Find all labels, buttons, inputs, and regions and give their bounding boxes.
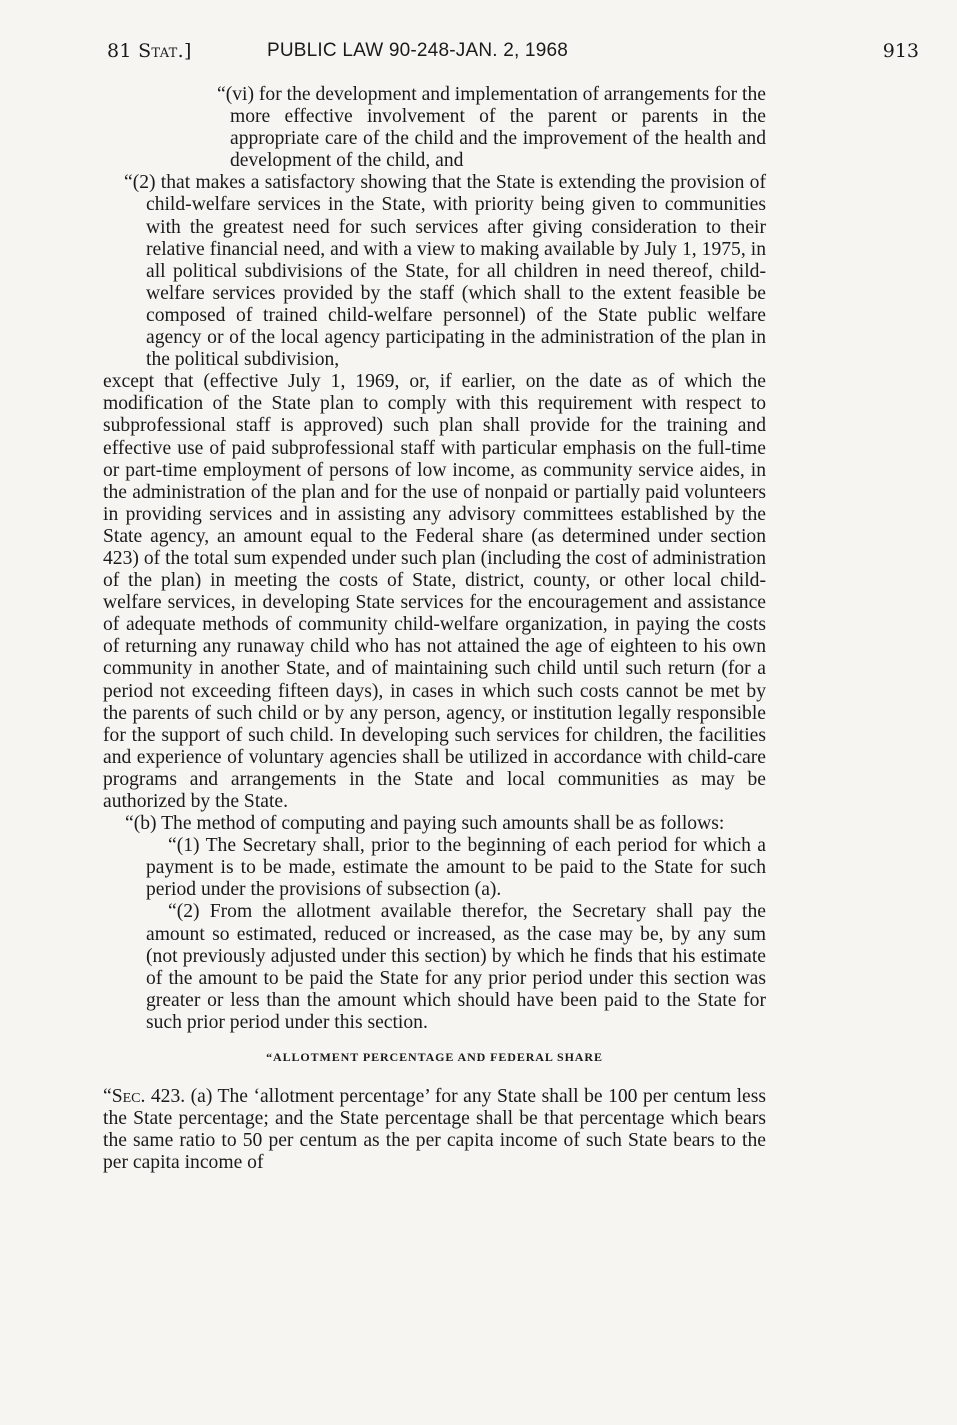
- page-number: 913: [882, 40, 919, 62]
- page-header: [107, 40, 919, 70]
- paragraph-vi: “(vi) for the development and implementation of arrangements for the more effective involvement of the parent or parents in the appropriate care of the child and the improvement of the health and development of the child, and: [217, 84, 766, 172]
- section-heading: “ALLOTMENT PERCENTAGE AND FEDERAL SHARE: [266, 1050, 603, 1065]
- law-title: PUBLIC LAW 90-248-JAN. 2, 1968: [267, 40, 568, 61]
- section-423-text: (a) The ‘allotment percentage’ for any State shall be 100 per centum less the State percentage; and the State percentage shall be that percentage which bears the same ratio to 50 per centum as the per capita income of such State bears to the per capita income of: [103, 1086, 766, 1174]
- body-text: [103, 84, 766, 1175]
- statute-reference: 81 Stat.]: [107, 40, 192, 62]
- paragraph-b2: “(2) From the allotment available therefor, the Secretary shall pay the amount so estimated, reduced or increased, as the case may be, by any sum (not previously adjusted under this section) by which he finds that his estimate of the amount to be paid the State for any prior period under this section was greater or less than the amount which should have been paid to the State for such prior period under this section.: [146, 901, 766, 1033]
- section-423-label: “Sec. 423.: [103, 1086, 186, 1108]
- paragraph-except: except that (effective July 1, 1969, or, if earlier, on the date as of which the modification of the State plan to comply with this requirement with respect to subprofessional staff is approved) such plan shall provide for the training and effective use of paid subprofessional staff with particular emphasis on the full-time or part-time employment of persons of low income, as community service aides, in the administration of the plan and for the use of nonpaid or partially paid volunteers in providing services and in assisting any advisory committees established by the State agency, an amount equal to the Federal share (as determined under section 423) of the total sum expended under such plan (including the cost of administration of the plan) in meeting the costs of State, district, county, or other local child-welfare services, in developing State services for the encouragement and assistance of adequate methods of community child-welfare organization, in paying the costs of returning any runaway child who has not attained the age of eighteen to his own community in another State, and of maintaining such child until such return (for a period not exceeding fifteen days), in cases in which such costs cannot be met by the parents of such child or by any person, agency, or institution legally responsible for the support of such child. In developing such services for children, the facilities and experience of voluntary agencies shall be utilized in accordance with child-care programs and arrangements in the State and local communities as may be authorized by the State.: [103, 371, 766, 812]
- paragraph-b: “(b) The method of computing and paying such amounts shall be as follows:: [125, 813, 725, 835]
- section-423-paragraph: [103, 1086, 766, 1174]
- paragraph-b1: “(1) The Secretary shall, prior to the beginning of each period for which a payment is to be made, estimate the amount to be paid to the State for such period under the provisions of subsection (a).: [146, 835, 766, 901]
- paragraph-2: “(2) that makes a satisfactory showing that the State is extending the provision of child-welfare services in the State, with priority being given to communities with the greatest need for such services after giving consideration to their relative financial need, and with a view to making available by July 1, 1975, in all political subdivisions of the State, for all children in need thereof, child-welfare services provided by the staff (which shall to the extent feasible be composed of trained child-welfare personnel) of the State public welfare agency or of the local agency participating in the administration of the plan in the political subdivision,: [124, 172, 766, 371]
